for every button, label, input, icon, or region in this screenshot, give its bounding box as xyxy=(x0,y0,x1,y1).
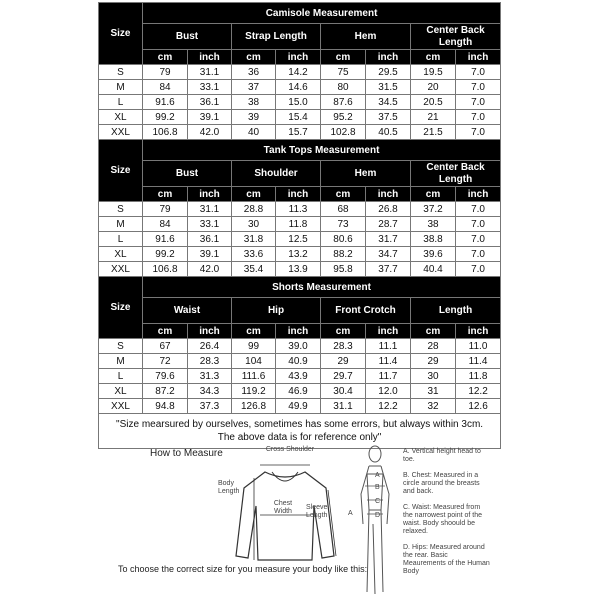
value-cell: 11.1 xyxy=(366,339,411,354)
table-row xyxy=(99,202,501,217)
value-cell: 79 xyxy=(143,65,188,80)
size-cell: L xyxy=(99,232,143,247)
size-cell: XL xyxy=(99,110,143,125)
body-letter-b: B xyxy=(375,484,380,491)
size-header: Size xyxy=(99,3,143,65)
value-cell: 11.8 xyxy=(276,217,321,232)
value-cell: 31.1 xyxy=(188,65,232,80)
unit-inch: inch xyxy=(188,50,232,65)
unit-inch: inch xyxy=(188,187,232,202)
unit-cm: cm xyxy=(232,187,276,202)
value-cell: 31.7 xyxy=(366,232,411,247)
value-cell: 79 xyxy=(143,202,188,217)
size-cell: XXL xyxy=(99,262,143,277)
value-cell: 75 xyxy=(321,65,366,80)
value-cell: 20 xyxy=(411,80,456,95)
section-title-row xyxy=(99,277,501,298)
value-cell: 79.6 xyxy=(143,369,188,384)
section-title: Camisole Measurement xyxy=(143,3,501,24)
value-cell: 28 xyxy=(411,339,456,354)
value-cell: 7.0 xyxy=(456,65,501,80)
value-cell: 36.1 xyxy=(188,95,232,110)
value-cell: 37.7 xyxy=(366,262,411,277)
value-cell: 84 xyxy=(143,80,188,95)
value-cell: 7.0 xyxy=(456,247,501,262)
size-cell: L xyxy=(99,95,143,110)
column-header: Length xyxy=(411,298,501,324)
section-title-row xyxy=(99,3,501,24)
value-cell: 12.2 xyxy=(456,384,501,399)
value-cell: 32 xyxy=(411,399,456,414)
size-cell: XL xyxy=(99,384,143,399)
unit-inch: inch xyxy=(366,50,411,65)
unit-cm: cm xyxy=(321,324,366,339)
note-line-2: The above data is for reference only" xyxy=(217,432,382,443)
value-cell: 26.4 xyxy=(188,339,232,354)
column-header-row xyxy=(99,298,501,324)
size-table xyxy=(98,2,501,449)
value-cell: 31.8 xyxy=(232,232,276,247)
value-cell: 28.3 xyxy=(188,354,232,369)
value-cell: 99 xyxy=(232,339,276,354)
value-cell: 38 xyxy=(232,95,276,110)
table-row xyxy=(99,339,501,354)
value-cell: 99.2 xyxy=(143,110,188,125)
value-cell: 33.6 xyxy=(232,247,276,262)
value-cell: 72 xyxy=(143,354,188,369)
sleeve-length-label: Sleeve Length xyxy=(306,504,328,519)
value-cell: 7.0 xyxy=(456,217,501,232)
unit-row xyxy=(99,187,501,202)
table-row xyxy=(99,399,501,414)
unit-cm: cm xyxy=(143,187,188,202)
value-cell: 31.3 xyxy=(188,369,232,384)
size-chart xyxy=(98,2,500,449)
value-cell: 95.2 xyxy=(321,110,366,125)
value-cell: 15.4 xyxy=(276,110,321,125)
body-letter-a: A xyxy=(375,472,380,479)
value-cell: 31.1 xyxy=(321,399,366,414)
value-cell: 7.0 xyxy=(456,110,501,125)
size-cell: M xyxy=(99,80,143,95)
column-header: Bust xyxy=(143,161,232,187)
section-title: Tank Tops Measurement xyxy=(143,140,501,161)
value-cell: 111.6 xyxy=(232,369,276,384)
value-cell: 28.7 xyxy=(366,217,411,232)
value-cell: 14.6 xyxy=(276,80,321,95)
unit-cm: cm xyxy=(411,187,456,202)
value-cell: 80 xyxy=(321,80,366,95)
column-header: Front Crotch xyxy=(321,298,411,324)
value-cell: 12.6 xyxy=(456,399,501,414)
size-cell: XXL xyxy=(99,125,143,140)
value-cell: 11.7 xyxy=(366,369,411,384)
value-cell: 29.7 xyxy=(321,369,366,384)
size-header: Size xyxy=(99,140,143,202)
value-cell: 7.0 xyxy=(456,202,501,217)
value-cell: 42.0 xyxy=(188,125,232,140)
value-cell: 12.0 xyxy=(366,384,411,399)
note-line-1: "Size mearsured by ourselves, sometimes has some errors, but always within 3cm. xyxy=(116,419,484,430)
value-cell: 7.0 xyxy=(456,232,501,247)
unit-inch: inch xyxy=(366,187,411,202)
unit-inch: inch xyxy=(456,324,501,339)
size-cell: XXL xyxy=(99,399,143,414)
value-cell: 119.2 xyxy=(232,384,276,399)
value-cell: 67 xyxy=(143,339,188,354)
unit-cm: cm xyxy=(143,50,188,65)
unit-cm: cm xyxy=(143,324,188,339)
value-cell: 12.2 xyxy=(366,399,411,414)
column-header: Hip xyxy=(232,298,321,324)
value-cell: 29 xyxy=(411,354,456,369)
value-cell: 34.7 xyxy=(366,247,411,262)
table-row xyxy=(99,354,501,369)
size-cell: L xyxy=(99,369,143,384)
legend-b: B. Chest: Measured in a circle around the breasts and back. xyxy=(403,472,480,495)
table-row xyxy=(99,232,501,247)
value-cell: 102.8 xyxy=(321,125,366,140)
column-header: Waist xyxy=(143,298,232,324)
value-cell: 87.6 xyxy=(321,95,366,110)
table-row xyxy=(99,65,501,80)
value-cell: 106.8 xyxy=(143,262,188,277)
how-to-measure-title: How to Measure xyxy=(150,448,223,459)
cross-shoulder-label: Cross Shoulder xyxy=(265,446,315,453)
value-cell: 36 xyxy=(232,65,276,80)
value-cell: 39.1 xyxy=(188,247,232,262)
size-cell: S xyxy=(99,65,143,80)
value-cell: 7.0 xyxy=(456,262,501,277)
body-side-letter: A xyxy=(348,510,353,517)
column-header-row xyxy=(99,24,501,50)
unit-row xyxy=(99,50,501,65)
value-cell: 34.5 xyxy=(366,95,411,110)
value-cell: 91.6 xyxy=(143,95,188,110)
size-cell: S xyxy=(99,202,143,217)
value-cell: 99.2 xyxy=(143,247,188,262)
value-cell: 39.6 xyxy=(411,247,456,262)
size-cell: XL xyxy=(99,247,143,262)
legend-d: D. Hips: Measured around the rear. Basic Meaurements of the Human Body xyxy=(403,544,490,575)
column-header: Hem xyxy=(321,161,411,187)
value-cell: 126.8 xyxy=(232,399,276,414)
value-cell: 28.3 xyxy=(321,339,366,354)
table-row xyxy=(99,247,501,262)
column-header: Shoulder xyxy=(232,161,321,187)
legend-c: C. Waist: Measured from the narrowest point of the waist. Body shoould be relaxed. xyxy=(403,504,482,535)
value-cell: 33.1 xyxy=(188,217,232,232)
value-cell: 28.8 xyxy=(232,202,276,217)
value-cell: 80.6 xyxy=(321,232,366,247)
value-cell: 91.6 xyxy=(143,232,188,247)
value-cell: 39.1 xyxy=(188,110,232,125)
value-cell: 30 xyxy=(411,369,456,384)
body-length-label: Body Length xyxy=(218,480,240,495)
value-cell: 29 xyxy=(321,354,366,369)
value-cell: 39 xyxy=(232,110,276,125)
value-cell: 94.8 xyxy=(143,399,188,414)
table-row xyxy=(99,262,501,277)
value-cell: 30.4 xyxy=(321,384,366,399)
body-letter-d: D xyxy=(375,512,381,519)
table-row xyxy=(99,95,501,110)
value-cell: 30 xyxy=(232,217,276,232)
size-header: Size xyxy=(99,277,143,339)
value-cell: 31.1 xyxy=(188,202,232,217)
value-cell: 40.5 xyxy=(366,125,411,140)
value-cell: 40.4 xyxy=(411,262,456,277)
value-cell: 40 xyxy=(232,125,276,140)
value-cell: 38 xyxy=(411,217,456,232)
value-cell: 42.0 xyxy=(188,262,232,277)
column-header-row xyxy=(99,161,501,187)
unit-inch: inch xyxy=(456,50,501,65)
unit-cm: cm xyxy=(321,187,366,202)
unit-cm: cm xyxy=(232,50,276,65)
value-cell: 7.0 xyxy=(456,125,501,140)
column-header: Center Back Length xyxy=(411,24,501,50)
value-cell: 12.5 xyxy=(276,232,321,247)
unit-inch: inch xyxy=(366,324,411,339)
value-cell: 7.0 xyxy=(456,80,501,95)
unit-inch: inch xyxy=(456,187,501,202)
legend-a: A. Vertical height head to toe. xyxy=(403,448,481,463)
value-cell: 36.1 xyxy=(188,232,232,247)
how-to-measure-section xyxy=(110,440,490,600)
value-cell: 29.5 xyxy=(366,65,411,80)
value-cell: 31 xyxy=(411,384,456,399)
value-cell: 13.9 xyxy=(276,262,321,277)
table-row xyxy=(99,217,501,232)
body-letter-c: C xyxy=(375,498,381,505)
value-cell: 37.5 xyxy=(366,110,411,125)
value-cell: 49.9 xyxy=(276,399,321,414)
column-header: Strap Length xyxy=(232,24,321,50)
unit-inch: inch xyxy=(276,187,321,202)
value-cell: 20.5 xyxy=(411,95,456,110)
value-cell: 37 xyxy=(232,80,276,95)
size-cell: S xyxy=(99,339,143,354)
unit-cm: cm xyxy=(411,50,456,65)
value-cell: 39.0 xyxy=(276,339,321,354)
value-cell: 26.8 xyxy=(366,202,411,217)
table-row xyxy=(99,80,501,95)
value-cell: 11.8 xyxy=(456,369,501,384)
section-title: Shorts Measurement xyxy=(143,277,501,298)
value-cell: 11.4 xyxy=(366,354,411,369)
column-header: Center Back Length xyxy=(411,161,501,187)
value-cell: 35.4 xyxy=(232,262,276,277)
column-header: Bust xyxy=(143,24,232,50)
value-cell: 106.8 xyxy=(143,125,188,140)
value-cell: 104 xyxy=(232,354,276,369)
value-cell: 33.1 xyxy=(188,80,232,95)
value-cell: 15.7 xyxy=(276,125,321,140)
value-cell: 87.2 xyxy=(143,384,188,399)
section-title-row xyxy=(99,140,501,161)
value-cell: 40.9 xyxy=(276,354,321,369)
value-cell: 7.0 xyxy=(456,95,501,110)
value-cell: 43.9 xyxy=(276,369,321,384)
unit-inch: inch xyxy=(276,324,321,339)
measure-legend xyxy=(403,448,491,576)
size-cell: M xyxy=(99,354,143,369)
unit-inch: inch xyxy=(188,324,232,339)
table-row xyxy=(99,369,501,384)
unit-cm: cm xyxy=(232,324,276,339)
value-cell: 34.3 xyxy=(188,384,232,399)
table-row xyxy=(99,110,501,125)
value-cell: 13.2 xyxy=(276,247,321,262)
value-cell: 11.4 xyxy=(456,354,501,369)
value-cell: 21 xyxy=(411,110,456,125)
choose-size-text: To choose the correct size for you measure your body like this: xyxy=(118,564,368,574)
table-row xyxy=(99,384,501,399)
value-cell: 19.5 xyxy=(411,65,456,80)
value-cell: 46.9 xyxy=(276,384,321,399)
value-cell: 84 xyxy=(143,217,188,232)
value-cell: 21.5 xyxy=(411,125,456,140)
unit-row xyxy=(99,324,501,339)
chest-width-label: Chest Width xyxy=(273,500,293,515)
value-cell: 95.8 xyxy=(321,262,366,277)
value-cell: 11.0 xyxy=(456,339,501,354)
value-cell: 31.5 xyxy=(366,80,411,95)
value-cell: 37.2 xyxy=(411,202,456,217)
column-header: Hem xyxy=(321,24,411,50)
value-cell: 37.3 xyxy=(188,399,232,414)
value-cell: 38.8 xyxy=(411,232,456,247)
unit-cm: cm xyxy=(411,324,456,339)
value-cell: 88.2 xyxy=(321,247,366,262)
unit-inch: inch xyxy=(276,50,321,65)
value-cell: 68 xyxy=(321,202,366,217)
size-cell: M xyxy=(99,217,143,232)
unit-cm: cm xyxy=(321,50,366,65)
value-cell: 73 xyxy=(321,217,366,232)
table-row xyxy=(99,125,501,140)
value-cell: 11.3 xyxy=(276,202,321,217)
value-cell: 15.0 xyxy=(276,95,321,110)
value-cell: 14.2 xyxy=(276,65,321,80)
